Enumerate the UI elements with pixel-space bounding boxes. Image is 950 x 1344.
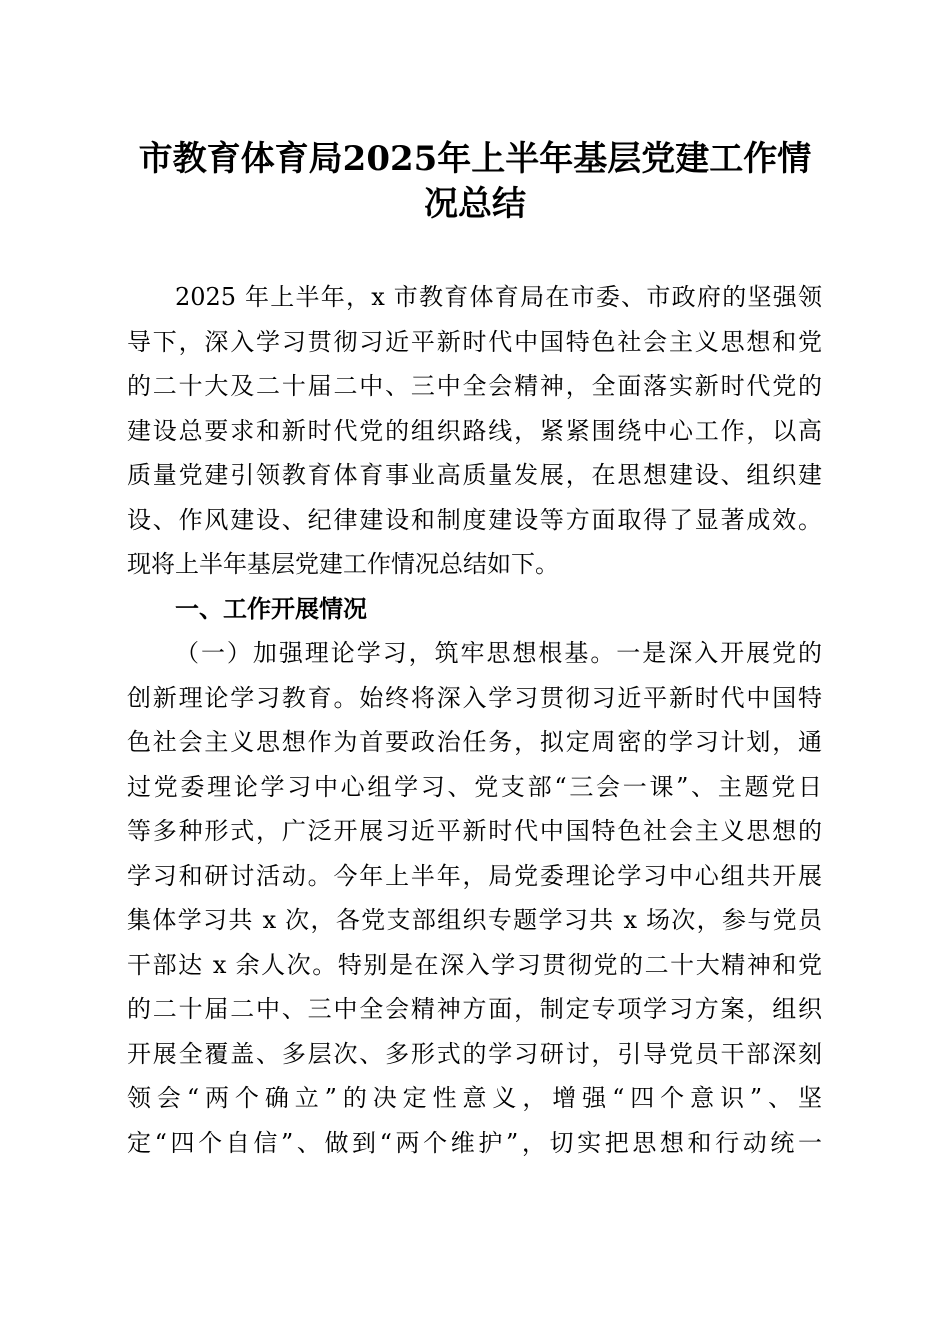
paragraph-line: 学习和研讨活动。今年上半年，局党委理论学习中心组共开展 [127,861,822,890]
paragraph-line: 导下，深入学习贯彻习近平新时代中国特色社会主义思想和党 [127,327,822,356]
document-body [127,275,822,1165]
paragraph-line: 领会“两个确立”的决定性意义，增强“四个意识”、坚 [127,1084,822,1112]
paragraph-line: 定“四个自信”、做到“两个维护”，切实把思想和行动统一 [127,1128,822,1157]
paragraph-line: 创新理论学习教育。始终将深入学习贯彻习近平新时代中国特 [127,683,822,712]
paragraph-line: 干部达 x 余人次。特别是在深入学习贯彻党的二十大精神和党 [127,950,822,979]
paragraph-line: （一）加强理论学习，筑牢思想根基。一是深入开展党的 [175,639,822,667]
document-title [110,137,840,227]
paragraph-line: 现将上半年基层党建工作情况总结如下。 [127,550,559,578]
paragraph-line: 的二十大及二十届二中、三中全会精神，全面落实新时代党的 [127,372,822,400]
section-heading: 一、工作开展情况 [175,594,367,623]
paragraph-line: 的二十届二中、三中全会精神方面，制定专项学习方案，组织 [127,995,822,1023]
paragraph-line: 设、作风建设、纪律建设和制度建设等方面取得了显著成效。 [127,505,822,534]
paragraph-line: 色社会主义思想作为首要政治任务，拟定周密的学习计划，通 [127,728,822,756]
paragraph-line: 过党委理论学习中心组学习、党支部“三会一课”、主题党日 [127,772,822,801]
paragraph-line: 建设总要求和新时代党的组织路线，紧紧围绕中心工作，以高 [127,416,822,445]
paragraph-line: 集体学习共 x 次，各党支部组织专题学习共 x 场次，参与党员 [127,906,822,934]
title-line: 市教育体育局2025年上半年基层党建工作情 [138,139,812,179]
title-line: 况总结 [424,184,526,224]
paragraph-line: 2025 年上半年，x 市教育体育局在市委、市政府的坚强领 [175,283,822,311]
paragraph-line: 等多种形式，广泛开展习近平新时代中国特色社会主义思想的 [127,817,822,845]
paragraph-line: 开展全覆盖、多层次、多形式的学习研讨，引导党员干部深刻 [127,1039,822,1068]
paragraph-line: 质量党建引领教育体育事业高质量发展，在思想建设、组织建 [127,461,822,489]
